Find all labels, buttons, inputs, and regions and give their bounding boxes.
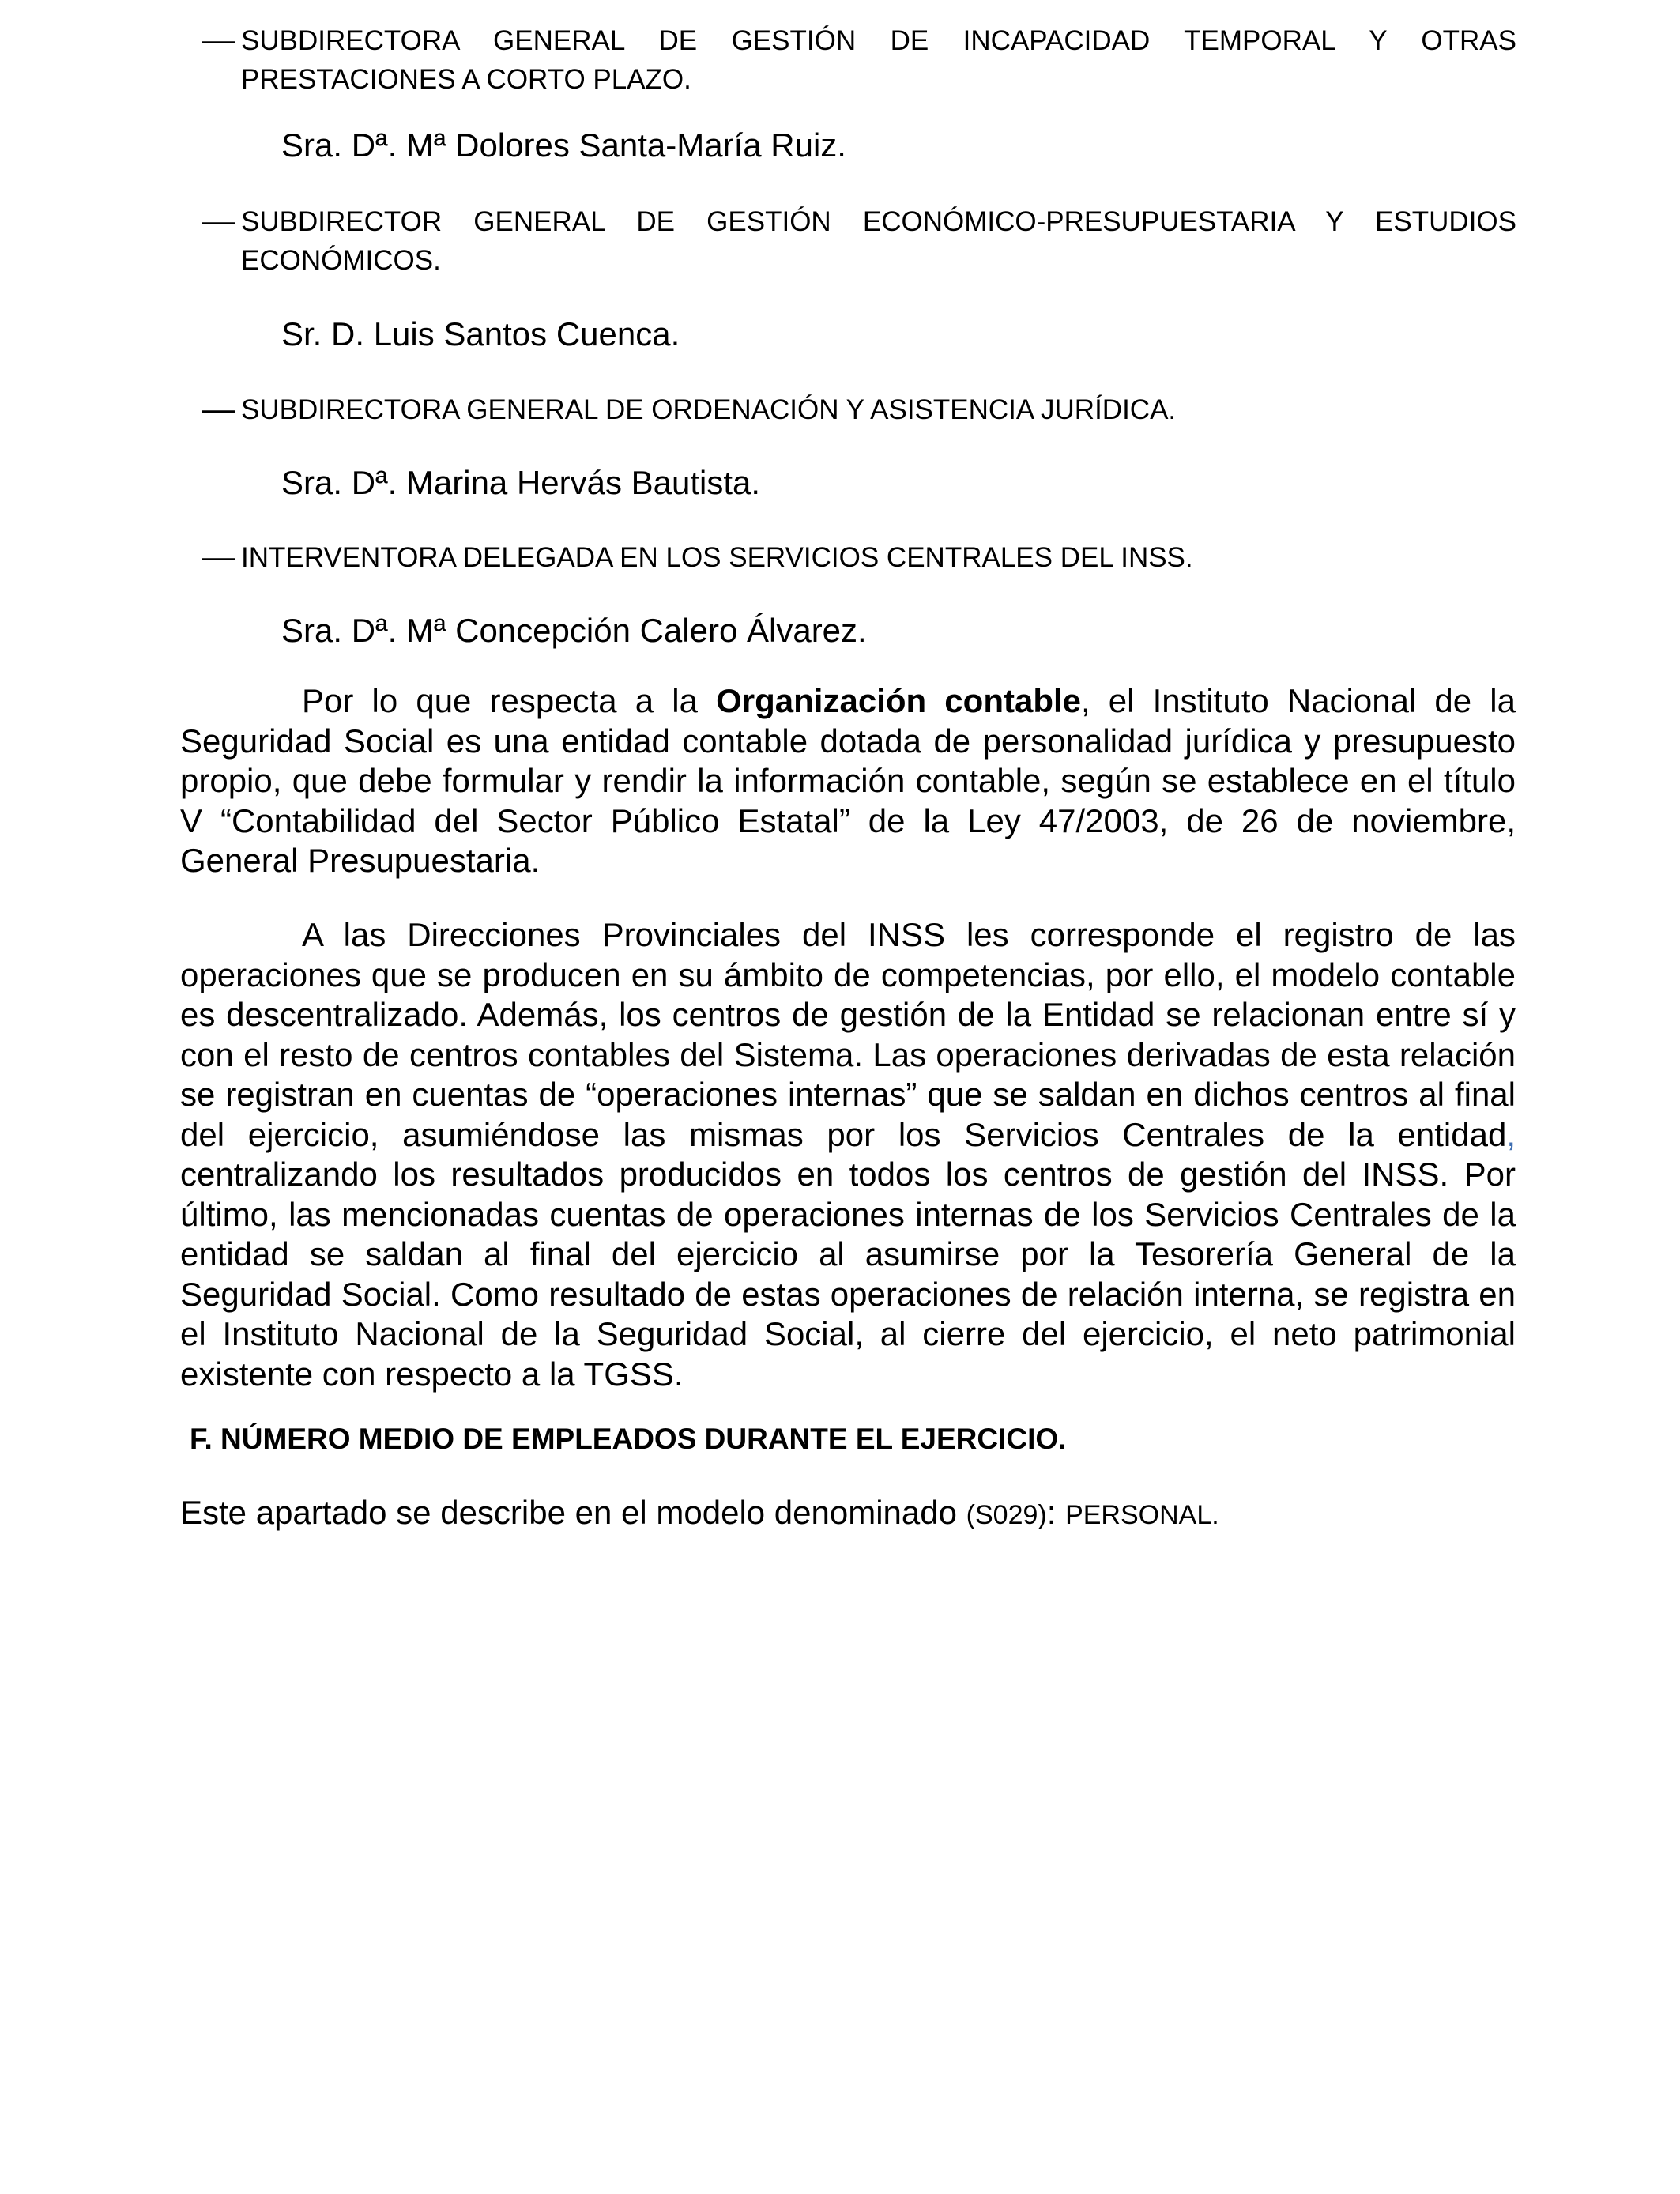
office-holder-name: Sra. Dª. Marina Hervás Bautista.: [281, 464, 761, 501]
paragraph-text: centralizando los resultados producidos en todos los centros de gestión del INSS. Por último, las mencionadas cuentas de operaciones internas de los Servicios Centrales de la entidad se saldan al final del ejercicio al asumirse por la Tesorería General de la Seguridad Social. Como resultado de estas operaciones de relación interna, se registra en el Instituto Nacional de la Seguridad Social, al cierre del ejercicio, el neto patrimonial existente con respecto a la TGSS.: [180, 1155, 1516, 1393]
office-title-economico: [202, 202, 1516, 280]
model-separator: :: [1046, 1494, 1066, 1531]
office-title-ordenacion: [202, 390, 1516, 429]
office-holder-name: Sra. Dª. Mª Concepción Calero Álvarez.: [281, 612, 867, 649]
office-title-text: SUBDIRECTOR GENERAL DE GESTIÓN ECONÓMICO-PRESUPUESTARIA Y ESTUDIOS ECONÓMICOS.: [241, 206, 1516, 276]
dash-bullet: —: [202, 21, 231, 58]
model-line-text: Este apartado se describe en el modelo denominado: [180, 1494, 966, 1531]
office-holder-name: Sra. Dª. Mª Dolores Santa-María Ruiz.: [281, 126, 846, 164]
office-title-interventora: [202, 537, 1516, 577]
office-holder-name: Sr. D. Luis Santos Cuenca.: [281, 315, 680, 352]
dash-bullet: —: [202, 202, 231, 239]
highlighted-comma: ,: [1506, 1115, 1516, 1153]
office-title-text: SUBDIRECTORA GENERAL DE GESTIÓN DE INCAPACIDAD TEMPORAL Y OTRAS PRESTACIONES A CORTO PLAZO.: [241, 25, 1516, 95]
dash-bullet: —: [202, 390, 231, 427]
dash-bullet: —: [202, 537, 231, 575]
model-code: (S029): [966, 1500, 1047, 1530]
paragraph-direcciones-provinciales: [180, 915, 1516, 1394]
office-title-incapacidad: [202, 21, 1516, 99]
paragraph-text: Por lo que respecta a la: [302, 682, 717, 719]
paragraph-organizacion-contable: [180, 681, 1516, 881]
paragraph-text: A las Direcciones Provinciales del INSS les corresponde el registro de las operaciones que se producen en su ámbito de competencias, por ello, el modelo contable es descentralizado. Además, los centros de gestión de la Entidad se relacionan entre sí y con el resto de centros contables del Sistema. Las operaciones derivadas de esta relación se registran en cuentas de “operaciones internas” que se saldan en dichos centros al final del ejercicio, asumiéndose las mismas por los Servicios Centrales de la entidad: [180, 916, 1516, 1153]
office-title-text: SUBDIRECTORA GENERAL DE ORDENACIÓN Y ASISTENCIA JURÍDICA.: [241, 394, 1177, 425]
model-reference-line: [180, 1491, 1219, 1537]
section-heading: F. NÚMERO MEDIO DE EMPLEADOS DURANTE EL EJERCICIO.: [190, 1423, 1067, 1455]
model-name: PERSONAL.: [1065, 1500, 1219, 1530]
bold-term: Organización contable: [716, 682, 1081, 719]
office-title-text: INTERVENTORA DELEGADA EN LOS SERVICIOS CENTRALES DEL INSS.: [241, 542, 1193, 573]
paragraph-text: , el Instituto Nacional de la Seguridad Social es una entidad contable dotada de personalidad jurídica y presupuesto propio, que debe formular y rendir la información contable, según se establece en el título V “Contabilidad del Sector Público Estatal” de la Ley 47/2003, de 26 de noviembre, General Presupuestaria.: [180, 682, 1516, 879]
